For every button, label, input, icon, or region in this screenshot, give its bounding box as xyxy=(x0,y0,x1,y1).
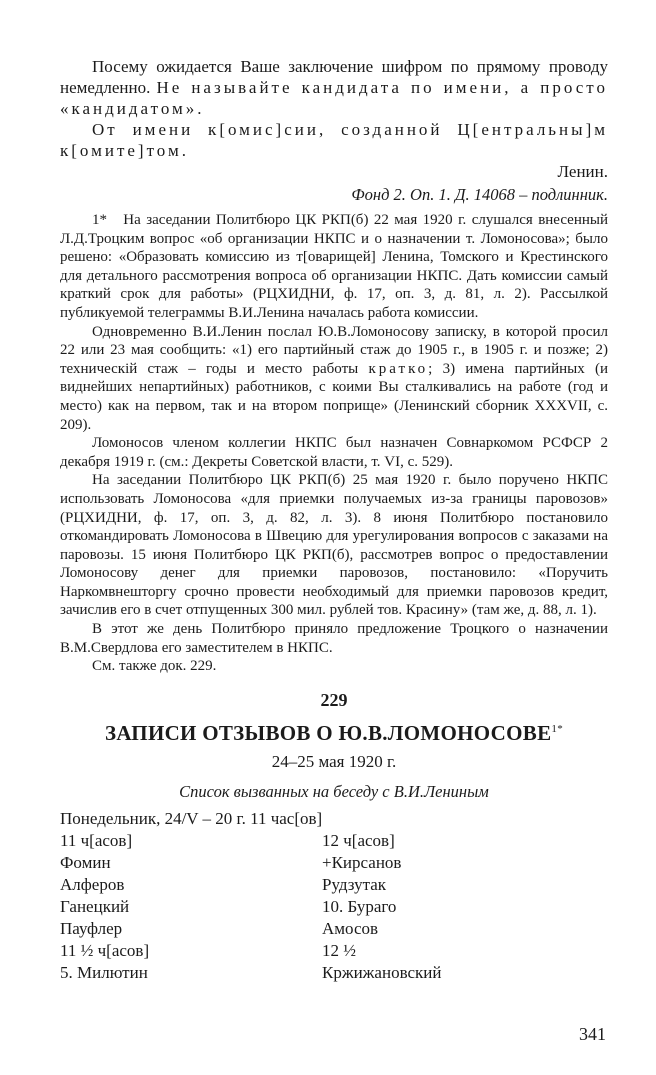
appointment-list xyxy=(60,808,608,984)
list-row xyxy=(60,918,608,940)
list-right: +Кирсанов xyxy=(322,852,402,872)
page-body xyxy=(60,56,608,984)
list-row xyxy=(60,940,608,962)
list-right: Рудзутак xyxy=(322,874,387,894)
letter-paragraph-2: От имени к[омис]сии, созданной Ц[ентральны]м к[омите]том. xyxy=(60,120,608,160)
footnote-2: Одновременно В.И.Ленин послал Ю.В.Ломоносову записку, в которой просил 22 или 23 мая сообщить: «1) его партийный стаж до 1905 г., в 1905 г. и позже; 2) техническій стаж – годы и место работы кратко; 3) имена партийных (и виднейших непартийных) работников, с коими Вы сталкивались на работе (год и место) как на первом, так и на втором поприще» (Ленинский сборник XXXVII, с. 209). xyxy=(60,323,608,433)
footnote-3: Ломоносов членом коллегии НКПС был назначен Совнаркомом РСФСР 2 декабря 1919 г. (см.: Декреты Советской власти, т. VI, с. 529). xyxy=(60,435,608,470)
list-row xyxy=(60,874,608,896)
list-right: Амосов xyxy=(322,918,379,938)
list-left: 11 ч[асов] xyxy=(60,830,133,850)
footnote-5: В этот же день Политбюро приняло предложение Троцкого о назначении В.М.Свердлова его заместителем в НКПС. xyxy=(60,621,608,656)
footnote-6: См. также док. 229. xyxy=(92,658,217,675)
letter-spaced-text: Не называйте кандидата по имени, а просто «кандидатом». xyxy=(60,78,608,118)
list-left: 5. Милютин xyxy=(60,962,148,982)
list-row xyxy=(60,962,608,984)
list-left: Алферов xyxy=(60,874,125,894)
document-number: 229 xyxy=(320,689,348,710)
document-subtitle: Список вызванных на беседу с В.И.Лениным xyxy=(179,781,489,801)
letter-paragraph-1: Посему ожидается Ваше заключение шифром по прямому проводу немедленно. Не называйте кандидата по имени, а просто «кандидатом». xyxy=(60,57,608,118)
document-title: ЗАПИСИ ОТЗЫВОВ О $Ю.В.ЛОМОНОСОВЕ^{1*}$ xyxy=(104,720,563,745)
page-number: 341 xyxy=(579,1024,606,1044)
footnote-4: На заседании Политбюро ЦК РКП(б) 25 мая 1920 г. было поручено НКПС использовать Ломоносова «для приемки получаемых из-за границы паровозов» (РЦХИДНИ, ф. 17, оп. 3, д. 82, л. 3). 8 июня Политбюро постановило откомандировать Ломоносова в Швецию для урегулирования вопросов с заказами на паровозы. 15 июня Политбюро ЦК РКП(б), рассмотрев вопрос о предоставлении Ломоносову денег для приемки паровозов, постановило: «Поручить Наркомвнешторгу срочно провести необходимый для приемки паровозов кредит, зачислив его в счет отпущенных 300 мил. рублей тов. Красину» (там же, д. 88, л. 1). xyxy=(60,472,608,619)
list-right: 12 ч[асов] xyxy=(322,830,395,850)
document-date: 24–25 мая 1920 г. xyxy=(271,751,397,771)
list-row xyxy=(60,852,608,874)
list-left: Пауфлер xyxy=(60,918,123,938)
list-row xyxy=(60,896,608,918)
signature: Ленин. xyxy=(557,162,608,181)
list-right: 12 ½ xyxy=(322,940,356,960)
list-header: Понедельник, 24/V – 20 г. 11 час[ов] xyxy=(60,808,323,828)
archive-reference: Фонд 2. Оп. 1. Д. 14068 – подлинник. xyxy=(351,185,608,204)
title-footnote-marker: 1* xyxy=(551,722,563,735)
list-header-row xyxy=(60,808,608,830)
list-left: 11 ½ ч[асов] xyxy=(60,940,150,960)
list-right: 10. Бураго xyxy=(322,896,397,916)
footnote-marker: 1* xyxy=(92,212,107,228)
footnote-1: 1* На заседании Политбюро ЦК РКП(б) 22 мая 1920 г. слушался внесенный Л.Д.Троцким вопрос «об организации НКПС и о назначении т. Ломоносова»; было решено: «Образовать комиссию из т[оварищей] Ленина, Томского и Крестинского для детального рассмотрения вопроса об организации НКПС. Дать комиссии самый краткий срок для работы» (РЦХИДНИ, ф. 17, оп. 3, д. 81, л. 2). Рассылкой публикуемой телеграммы В.И.Ленина началась работа комиссии. xyxy=(60,212,608,321)
list-right: Кржижановский xyxy=(322,962,442,982)
list-row xyxy=(60,830,608,852)
list-left: Ганецкий xyxy=(60,896,130,916)
list-left: Фомин xyxy=(60,852,111,872)
